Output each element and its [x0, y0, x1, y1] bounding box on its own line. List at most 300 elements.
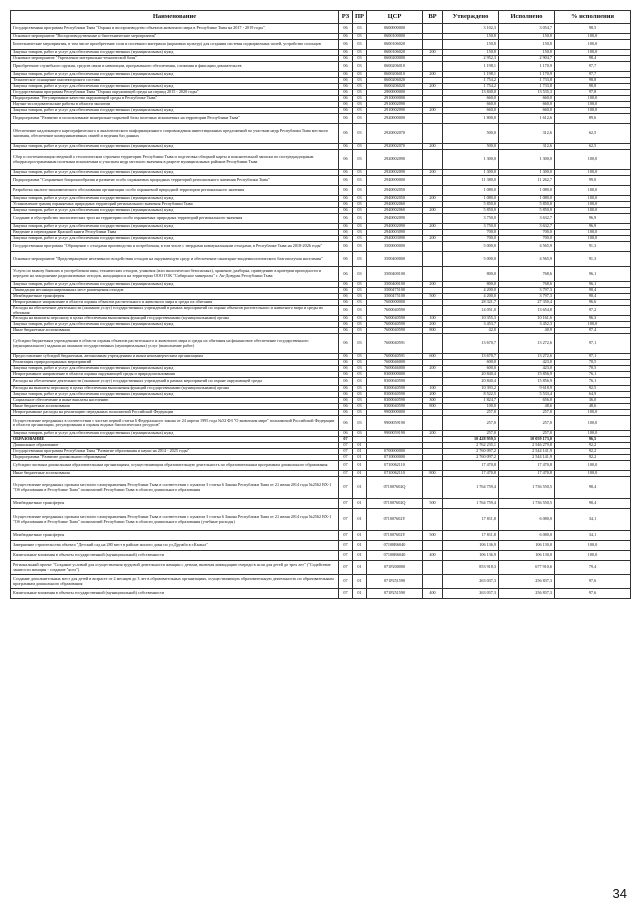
row-name: Расходы на обеспечение деятельности (оказание услуг) государственных учреждений в рамках мероприятий по охране окружающей среды: [11, 378, 339, 386]
row-percent: 100,0: [555, 461, 631, 471]
row-executed: 106 130,0: [499, 541, 555, 551]
row-rz: 06: [339, 40, 353, 50]
row-vr: [423, 186, 443, 196]
row-percent: 92,2: [555, 449, 631, 455]
row-pr: 03: [353, 24, 367, 34]
row-name: Закупка товаров, работ и услуг для обеспечения государственных (муниципальных) нужд: [11, 108, 339, 114]
row-name: Закупка товаров, работ и услуг для обеспечения государственных (муниципальных) нужд: [11, 322, 339, 328]
row-pr: 03: [353, 102, 367, 108]
row-csr: 7600040590: [367, 322, 423, 328]
row-executed: 3 632,7: [499, 214, 555, 224]
table-row: [11, 267, 631, 282]
row-name: Услуги по вывозу бывших в употреблении шин, технических отходов, упаковок (или экологически безопасных), хранение, разборка, приведению в критерии пригодности и передаче на захоронение радиоактивных отходов, находящихся на территории ООО ГОК "Сибирское минералы" г. Ак-Довурак Республики Тыва: [11, 267, 339, 282]
row-approved: 100,0: [443, 404, 499, 410]
row-rz: 06: [339, 90, 353, 96]
row-approved: 1 764 759,4: [443, 477, 499, 499]
row-approved: 11 380,0: [443, 176, 499, 186]
row-vr: 200: [423, 236, 443, 242]
row-name: Закупка товаров, работ и услуг для обеспечения государственных (муниципальных) нужд: [11, 224, 339, 230]
row-percent: 98,8: [555, 84, 631, 90]
row-pr: 03: [353, 252, 367, 267]
row-vr: 200: [423, 208, 443, 214]
row-vr: 200: [423, 50, 443, 56]
row-executed: 312,6: [499, 124, 555, 144]
row-csr: 071007602Y: [367, 531, 423, 541]
row-vr: 500: [423, 499, 443, 509]
row-name: Введение и переиздание Красной книги Республики Тыва: [11, 230, 339, 236]
table-row: [11, 306, 631, 316]
row-percent: 100,0: [555, 431, 631, 437]
row-pr: 03: [353, 322, 367, 328]
row-name: Научно-исследовательские работы в области экологии: [11, 102, 339, 108]
row-name: Государственная программа Республики Тыва "Охрана окружающей среды на период 2015 - 2020 годы": [11, 90, 339, 96]
row-executed: 700,0: [499, 230, 555, 236]
row-name: Закупка товаров, работ и услуг для обеспечения государственных (муниципальных) нужд: [11, 366, 339, 372]
row-rz: 06: [339, 392, 353, 398]
row-vr: [423, 541, 443, 551]
row-vr: [423, 575, 443, 589]
row-vr: 500: [423, 294, 443, 300]
row-percent: 100,0: [555, 202, 631, 208]
row-approved: 10 428 959,5: [443, 437, 499, 443]
row-approved: 1 764 759,4: [443, 499, 499, 509]
row-name: Закупка товаров, работ и услуг для обеспечения государственных (муниципальных) нужд: [11, 196, 339, 202]
row-vr: 800: [423, 471, 443, 477]
row-percent: 100,0: [555, 108, 631, 114]
row-csr: 2940002090: [367, 224, 423, 230]
row-percent: 96,9: [555, 214, 631, 224]
row-executed: 677 910,6: [499, 561, 555, 575]
table-row: [11, 124, 631, 144]
row-csr: 2940003090: [367, 230, 423, 236]
row-percent: 97,4: [555, 328, 631, 334]
row-vr: [423, 477, 443, 499]
row-csr: 2910002090: [367, 108, 423, 114]
row-percent: 90,4: [555, 294, 631, 300]
row-name: Создание дополнительных мест для детей в возрасте от 2 месяцев до 3 лет в образовательных организациях, осуществляющих образовательную деятельность по образовательным программам дошкольного образования: [11, 575, 339, 589]
row-pr: 01: [353, 449, 367, 455]
row-executed: 150,0: [499, 40, 555, 50]
row-rz: 06: [339, 34, 353, 40]
row-percent: 100,0: [555, 150, 631, 170]
row-pr: 03: [353, 176, 367, 186]
row-percent: 97,6: [555, 575, 631, 589]
row-csr: 0600206010: [367, 72, 423, 78]
row-rz: 06: [339, 214, 353, 224]
row-approved: 17 811,8: [443, 509, 499, 531]
row-name: Региональный проект "Создание условий для осуществления трудовой деятельности женщин с детьми, включая ликвидацию очереди в ясли для детей до трех лет" ("Содействие занятости женщин - создание "ясел"): [11, 561, 339, 575]
row-rz: 06: [339, 96, 353, 102]
row-approved: 13 840,0: [443, 90, 499, 96]
header-name: Наименование: [11, 11, 339, 24]
row-vr: [423, 267, 443, 282]
row-csr: 8300040590: [367, 404, 423, 410]
row-pr: 01: [353, 551, 367, 561]
row-pr: 03: [353, 294, 367, 300]
row-approved: 8 522,5: [443, 392, 499, 398]
row-approved: 5 000,0: [443, 252, 499, 267]
row-executed: 1 300,0: [499, 150, 555, 170]
row-csr: 7600040590: [367, 306, 423, 316]
row-name: Закупка товаров, работ и услуг для обеспечения государственных (муниципальных) нужд: [11, 282, 339, 288]
row-pr: 03: [353, 40, 367, 50]
row-executed: 1 300,0: [499, 170, 555, 176]
row-vr: [423, 124, 443, 144]
row-name: Межбюджетные трансферты: [11, 531, 339, 541]
row-rz: 07: [339, 443, 353, 449]
row-rz: 06: [339, 56, 353, 62]
row-name: Подпрограмма "Регулирование качества окружающей среды в Республике Тыва": [11, 96, 339, 102]
row-csr: 8300040590: [367, 378, 423, 386]
row-pr: 03: [353, 230, 367, 236]
row-pr: 03: [353, 84, 367, 90]
row-vr: [423, 461, 443, 471]
table-body: [11, 24, 631, 599]
row-name: Закупка товаров, работ и услуг для обеспечения государственных (муниципальных) нужд: [11, 170, 339, 176]
row-pr: 03: [353, 34, 367, 40]
row-executed: 768,6: [499, 267, 555, 282]
row-csr: 2940002060: [367, 208, 423, 214]
row-csr: 2920002090: [367, 150, 423, 170]
row-percent: 100,0: [555, 322, 631, 328]
row-pr: 03: [353, 150, 367, 170]
row-vr: 500: [423, 531, 443, 541]
row-vr: [423, 242, 443, 252]
row-approved: 5 000,0: [443, 242, 499, 252]
row-percent: 91,3: [555, 242, 631, 252]
row-vr: [423, 306, 443, 316]
row-csr: 2920000000: [367, 114, 423, 124]
row-vr: 200: [423, 392, 443, 398]
row-percent: 70,5: [555, 366, 631, 372]
row-approved: 700,0: [443, 230, 499, 236]
row-percent: 76,1: [555, 372, 631, 378]
row-percent: 96,1: [555, 282, 631, 288]
row-approved: 20 840,4: [443, 372, 499, 378]
row-name: Субсидии частным дошкольным образовательным организациям, осуществляющим образовательную деятельность по образовательным программам дошкольного образования: [11, 461, 339, 471]
row-csr: 2940002050: [367, 196, 423, 202]
row-rz: 06: [339, 366, 353, 372]
row-rz: 06: [339, 202, 353, 208]
row-csr: 9900000000: [367, 410, 423, 416]
row-percent: 100,0: [555, 40, 631, 50]
row-executed: 10 059 173,0: [499, 437, 555, 443]
row-vr: 400: [423, 589, 443, 599]
row-approved: 263 037,3: [443, 589, 499, 599]
row-vr: 200: [423, 196, 443, 202]
row-vr: [423, 114, 443, 124]
row-executed: 1 170,9: [499, 72, 555, 78]
row-approved: 2 760 097,2: [443, 455, 499, 461]
row-pr: 03: [353, 392, 367, 398]
header-csr: ЦСР: [367, 11, 423, 24]
row-name: Иные бюджетные ассигнования: [11, 404, 339, 410]
row-vr: [423, 62, 443, 72]
row-approved: 600,0: [443, 360, 499, 366]
row-rz: 07: [339, 531, 353, 541]
row-executed: 13 535,3: [499, 90, 555, 96]
row-executed: 660,0: [499, 102, 555, 108]
row-percent: 99,0: [555, 176, 631, 186]
row-pr: 01: [353, 561, 367, 575]
row-approved: 257,0: [443, 416, 499, 431]
row-pr: 03: [353, 334, 367, 354]
row-vr: [423, 561, 443, 575]
row-csr: 2940003090: [367, 236, 423, 242]
table-header-row: [11, 11, 631, 24]
row-percent: 100,0: [555, 170, 631, 176]
row-executed: 6 080,0: [499, 509, 555, 531]
table-row: [11, 541, 631, 551]
row-approved: 500,0: [443, 144, 499, 150]
row-rz: 06: [339, 170, 353, 176]
row-rz: 06: [339, 224, 353, 230]
row-rz: 06: [339, 267, 353, 282]
row-vr: 200: [423, 108, 443, 114]
row-percent: 96,3: [555, 316, 631, 322]
row-csr: 3500000000: [367, 242, 423, 252]
row-percent: 97,7: [555, 62, 631, 72]
row-pr: 03: [353, 288, 367, 294]
row-executed: 768,6: [499, 282, 555, 288]
row-executed: 3 632,7: [499, 224, 555, 230]
row-pr: 03: [353, 372, 367, 378]
row-pr: 03: [353, 306, 367, 316]
row-rz: 06: [339, 196, 353, 202]
row-rz: 06: [339, 78, 353, 84]
row-name: Иные бюджетные ассигнования: [11, 328, 339, 334]
row-pr: 03: [353, 170, 367, 176]
row-executed: 5 533,4: [499, 392, 555, 398]
row-rz: 07: [339, 461, 353, 471]
row-pr: 01: [353, 477, 367, 499]
row-approved: 1 300,0: [443, 170, 499, 176]
row-name: Основное мероприятие "Воспроизводственные и биотехнические мероприятия": [11, 34, 339, 40]
table-row: [11, 150, 631, 170]
row-name: Создание и обустройство экологических троп на территории особо охраняемых природных территорий регионального значения: [11, 214, 339, 224]
table-row: [11, 589, 631, 599]
row-rz: 06: [339, 24, 353, 34]
header-rz: РЗ: [339, 11, 353, 24]
row-approved: 17 811,8: [443, 531, 499, 541]
row-percent: 96,5: [555, 437, 631, 443]
table-row: [11, 477, 631, 499]
row-percent: 100,0: [555, 410, 631, 416]
row-pr: 01: [353, 471, 367, 477]
row-csr: 071007602Y: [367, 509, 423, 531]
row-executed: 2 544 141,9: [499, 455, 555, 461]
row-percent: 89,6: [555, 114, 631, 124]
row-pr: 03: [353, 300, 367, 306]
row-name: Иные бюджетные ассигнования: [11, 471, 339, 477]
row-approved: 800,0: [443, 282, 499, 288]
row-percent: 97,7: [555, 72, 631, 78]
row-rz: 06: [339, 252, 353, 267]
row-rz: 07: [339, 551, 353, 561]
table-row: [11, 24, 631, 34]
row-csr: 3500400100: [367, 267, 423, 282]
row-approved: 13 670,7: [443, 334, 499, 354]
row-percent: 100,0: [555, 230, 631, 236]
row-approved: 800,0: [443, 267, 499, 282]
row-percent: 98,8: [555, 78, 631, 84]
row-pr: 03: [353, 378, 367, 386]
row-executed: 5 850,0: [499, 208, 555, 214]
row-pr: 01: [353, 589, 367, 599]
row-rz: 07: [339, 437, 353, 443]
row-executed: 17 470,8: [499, 471, 555, 477]
row-percent: 34,1: [555, 509, 631, 531]
row-pr: 03: [353, 410, 367, 416]
row-vr: 200: [423, 431, 443, 437]
row-rz: 06: [339, 294, 353, 300]
row-name: Биотехнические мероприятия, в том числе приобретение соли и посевного материала (кормовых культур) для создания системы подкормочных полей, устройство солонцов: [11, 40, 339, 50]
row-pr: 03: [353, 282, 367, 288]
row-percent: 98,4: [555, 56, 631, 62]
row-approved: 17 470,8: [443, 471, 499, 477]
table-row: [11, 461, 631, 471]
table-row: [11, 551, 631, 561]
row-csr: 0600000000: [367, 24, 423, 34]
row-approved: 3 102,3: [443, 24, 499, 34]
row-csr: 2920002070: [367, 124, 423, 144]
header-approved: Утверждено: [443, 11, 499, 24]
table-row: [11, 242, 631, 252]
row-executed: 1 733,8: [499, 78, 555, 84]
row-percent: 97,2: [555, 306, 631, 316]
row-csr: 7600040590: [367, 328, 423, 334]
row-name: Реализация природоохранных мероприятий: [11, 360, 339, 366]
row-rz: 07: [339, 561, 353, 575]
row-name: Завершение строительства объекта "Детский сад на 280 мест в районе жилого дома по ул.Дружба в г.Кызыл": [11, 541, 339, 551]
row-pr: 01: [353, 541, 367, 551]
row-vr: [423, 334, 443, 354]
row-percent: 79,4: [555, 561, 631, 575]
row-name: Закупка товаров, работ и услуг для обеспечения государственных (муниципальных) нужд: [11, 84, 339, 90]
row-percent: 36,0: [555, 398, 631, 404]
row-csr: 7600000000: [367, 300, 423, 306]
row-csr: 3500475100: [367, 294, 423, 300]
row-executed: 27 350,4: [499, 300, 555, 306]
table-row: [11, 252, 631, 267]
row-pr: 03: [353, 90, 367, 96]
row-name: Государственная программа Республики Тыва "Охрана и воспроизводство объектов животного мира в Республике Тыва на 2017 - 2019 годы": [11, 24, 339, 34]
row-csr: 0600106020: [367, 50, 423, 56]
row-rz: 06: [339, 354, 353, 360]
row-csr: 8300040590: [367, 392, 423, 398]
row-rz: 06: [339, 386, 353, 392]
row-csr: 2910000000: [367, 96, 423, 102]
row-pr: 03: [353, 108, 367, 114]
row-rz: 06: [339, 114, 353, 124]
row-rz: 07: [339, 575, 353, 589]
row-executed: 4 565,9: [499, 252, 555, 267]
row-percent: 62,5: [555, 124, 631, 144]
table-row: [11, 561, 631, 575]
row-approved: 106 136,9: [443, 541, 499, 551]
row-approved: 1 754,2: [443, 78, 499, 84]
row-pr: 03: [353, 62, 367, 72]
row-rz: 07: [339, 541, 353, 551]
row-pr: 03: [353, 242, 367, 252]
row-pr: 01: [353, 509, 367, 531]
row-executed: 15 856,9: [499, 372, 555, 378]
row-pr: 03: [353, 416, 367, 431]
row-name: Непрограммные расходы на реализацию переданных полномочий Российской Федерации: [11, 410, 339, 416]
row-rz: 06: [339, 360, 353, 366]
row-name: Осуществление переданных в соответствии с частью первой статьи 6 Федерального закона от 24 апреля 1995 года №52 ФЗ "О животном мире" полномочий Российской Федерации в области организации, регулирования и охраны водных биологических ресурсов": [11, 416, 339, 431]
row-percent: 97,1: [555, 334, 631, 354]
page-number: 34: [612, 886, 627, 901]
row-executed: 1 612,6: [499, 114, 555, 124]
row-approved: 1 300,0: [443, 150, 499, 170]
row-approved: 700,0: [443, 236, 499, 242]
row-percent: 98,5: [555, 24, 631, 34]
row-csr: 0710000000: [367, 455, 423, 461]
row-executed: 1 736 550,5: [499, 499, 555, 509]
row-pr: 03: [353, 124, 367, 144]
row-approved: 4 200,0: [443, 294, 499, 300]
row-name: Капитальные вложения в объекты государственной (муниципальной) собственности: [11, 589, 339, 599]
row-approved: 2 952,3: [443, 56, 499, 62]
row-approved: 660,0: [443, 96, 499, 102]
row-percent: 100,0: [555, 50, 631, 56]
row-vr: 200: [423, 322, 443, 328]
row-percent: 64,9: [555, 392, 631, 398]
row-rz: 06: [339, 398, 353, 404]
row-approved: 853 918,3: [443, 561, 499, 575]
row-vr: [423, 150, 443, 170]
table-row: [11, 531, 631, 541]
row-vr: [423, 176, 443, 186]
row-approved: 3 453,7: [443, 322, 499, 328]
row-csr: 2910002090: [367, 102, 423, 108]
row-vr: 400: [423, 551, 443, 561]
row-percent: 100,0: [555, 541, 631, 551]
table-row: [11, 378, 631, 386]
row-rz: 06: [339, 416, 353, 431]
row-rz: 06: [339, 102, 353, 108]
row-vr: [423, 24, 443, 34]
row-csr: 071P200000: [367, 561, 423, 575]
row-name: Государственная программа "Обращение с отходами производства и потребления, в том числе с твердыми коммунальными отходами, в Республике Тыва на 2018-2026 годы": [11, 242, 339, 252]
row-approved: 106 136,9: [443, 551, 499, 561]
row-pr: 03: [353, 196, 367, 202]
row-percent: 98,4: [555, 477, 631, 499]
row-percent: 97,6: [555, 589, 631, 599]
row-csr: 071P251590: [367, 575, 423, 589]
row-percent: 100,0: [555, 236, 631, 242]
row-approved: 1 198,1: [443, 62, 499, 72]
row-pr: 03: [353, 114, 367, 124]
row-executed: 1 080,0: [499, 186, 555, 196]
row-csr: 071007602Q: [367, 499, 423, 509]
row-executed: 13 654,8: [499, 306, 555, 316]
row-percent: 100,0: [555, 96, 631, 102]
row-percent: 92,2: [555, 443, 631, 449]
row-csr: 7600040591: [367, 334, 423, 354]
row-executed: 257,0: [499, 416, 555, 431]
row-approved: 3 750,0: [443, 214, 499, 224]
row-approved: 257,0: [443, 431, 499, 437]
header-executed: Исполнено: [499, 11, 555, 24]
row-approved: 1 800,0: [443, 114, 499, 124]
row-pr: 03: [353, 202, 367, 208]
row-rz: 06: [339, 176, 353, 186]
row-name: Разработка эколого-экономического обоснования организации особо охраняемой природной территории регионального значения: [11, 186, 339, 196]
row-pr: 03: [353, 56, 367, 62]
row-vr: 300: [423, 398, 443, 404]
